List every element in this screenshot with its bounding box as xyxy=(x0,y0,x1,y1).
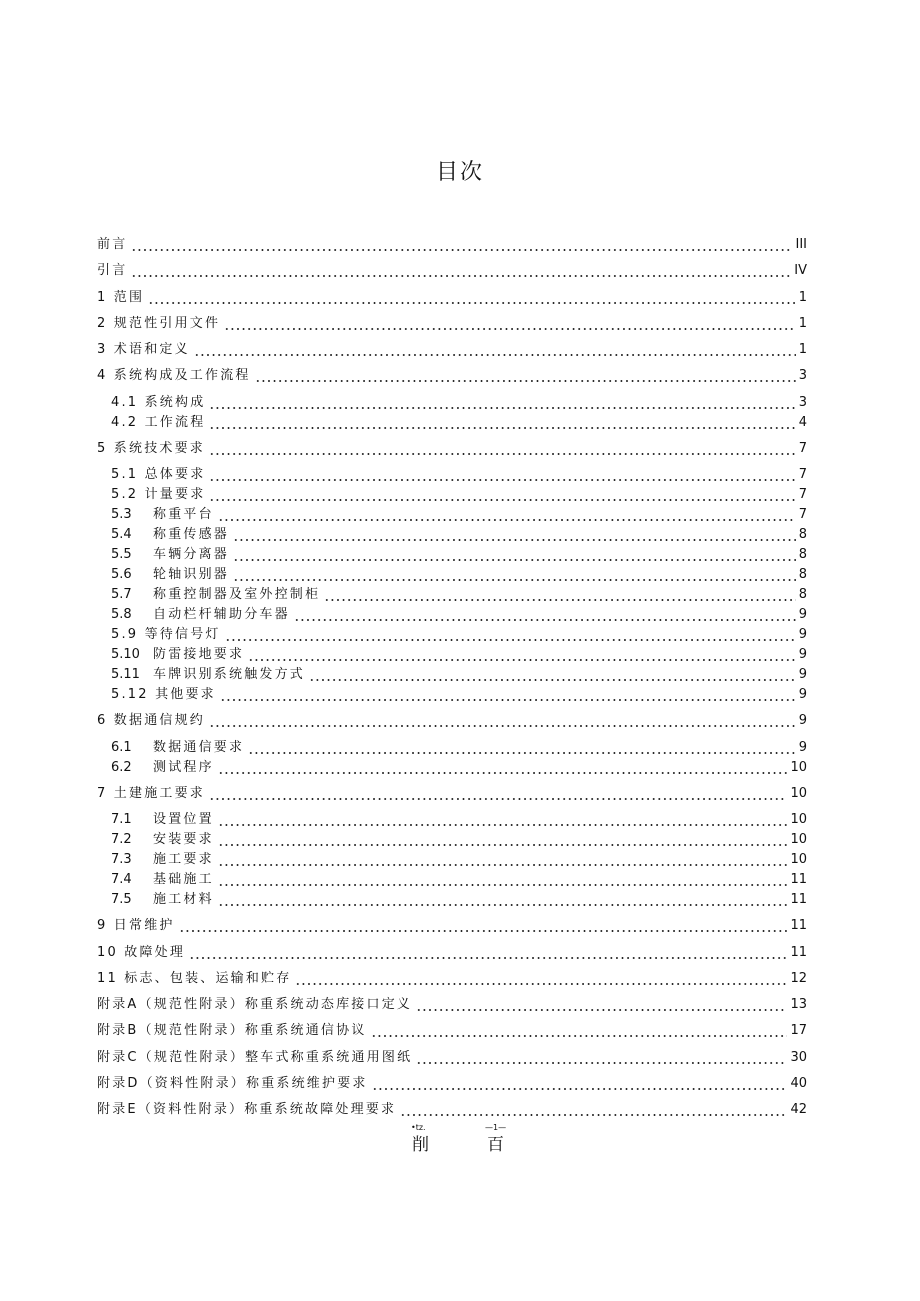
toc-entry-title: 3 术语和定义 xyxy=(97,342,190,357)
toc-entry-title: 2 规范性引用文件 xyxy=(97,315,221,331)
toc-entry-title: 6 数据通信规约 xyxy=(97,713,206,729)
toc-entry-page: 10 xyxy=(790,759,807,775)
toc-entry xyxy=(97,565,807,585)
toc-dot-leader xyxy=(400,1100,787,1120)
toc-entry-page: 9 xyxy=(798,647,807,662)
toc-entry-number: 5.6 xyxy=(111,567,132,582)
toc-entry-title: 附录C（规范性附录）整车式称重系统通用图纸 xyxy=(97,1049,413,1065)
toc-entry-page: 42 xyxy=(790,1102,807,1117)
toc-entry-title: 5.1 总体要求 xyxy=(111,467,206,482)
toc-entry-title: 数据通信要求 xyxy=(153,739,245,755)
toc-entry-title: 附录A（规范性附录）称重系统动态库接口定义 xyxy=(97,997,413,1012)
toc-entry xyxy=(97,890,807,910)
toc-entry xyxy=(97,738,807,758)
toc-entry xyxy=(97,625,807,645)
toc-dot-leader xyxy=(209,413,795,433)
toc-entry-number: 5.3 xyxy=(111,507,132,522)
toc-dot-leader xyxy=(189,943,787,963)
toc-entry-number: 6.1 xyxy=(111,739,132,755)
toc-entry-page: 8 xyxy=(798,527,807,542)
toc-entry-page: 12 xyxy=(790,970,807,986)
table-of-contents xyxy=(97,235,807,1120)
toc-entry-page: 9 xyxy=(798,607,807,622)
toc-dot-leader xyxy=(131,261,791,281)
toc-entry-page: 11 xyxy=(790,918,807,934)
toc-entry-title: 4.1 系统构成 xyxy=(111,394,206,410)
toc-entry-title: 引言 xyxy=(97,263,128,279)
toc-entry-page: 9 xyxy=(798,713,807,729)
toc-entry xyxy=(97,1048,807,1068)
toc-entry-title: 车牌识别系统触发方式 xyxy=(153,667,306,682)
toc-entry-page: III xyxy=(795,237,807,252)
toc-entry-title: 7 土建施工要求 xyxy=(97,785,206,801)
toc-entry xyxy=(97,314,807,334)
toc-entry-title: 5 系统技术要求 xyxy=(97,440,206,456)
toc-entry-title: 称重控制器及室外控制柜 xyxy=(153,587,321,602)
toc-dot-leader xyxy=(209,393,795,413)
toc-dot-leader xyxy=(209,465,795,485)
toc-entry-title: 施工要求 xyxy=(153,852,214,867)
toc-entry-title: 测试程序 xyxy=(153,759,214,775)
toc-entry xyxy=(97,545,807,565)
toc-dot-leader xyxy=(179,916,788,936)
toc-entry-page: 4 xyxy=(798,414,807,430)
toc-entry xyxy=(97,235,807,255)
toc-entry xyxy=(97,645,807,665)
toc-entry-page: 30 xyxy=(790,1049,807,1065)
footer-left-text: 削 xyxy=(412,1135,429,1155)
toc-entry-title: 11 标志、包装、运输和贮存 xyxy=(97,970,292,986)
toc-dot-leader xyxy=(233,545,796,565)
toc-dot-leader xyxy=(295,969,787,989)
toc-entry xyxy=(97,366,807,386)
toc-entry xyxy=(97,413,807,433)
toc-entry-number: 6.2 xyxy=(111,759,132,775)
toc-dot-leader xyxy=(218,830,788,850)
toc-dot-leader xyxy=(131,235,792,255)
toc-entry-title: 5.2 计量要求 xyxy=(111,487,206,502)
toc-entry-title: 10 故障处理 xyxy=(97,944,186,960)
toc-entry xyxy=(97,525,807,545)
toc-dot-leader xyxy=(371,1021,788,1041)
toc-entry-page: 3 xyxy=(798,394,807,410)
footer-left-small-text: •tz. xyxy=(411,1123,426,1132)
toc-entry xyxy=(97,393,807,413)
toc-entry-page: 10 xyxy=(790,785,807,801)
toc-entry-title: 5.12 其他要求 xyxy=(111,687,216,702)
toc-entry xyxy=(97,995,807,1015)
toc-entry-number: 5.7 xyxy=(111,587,132,602)
toc-dot-leader xyxy=(218,870,788,890)
toc-entry-page: 10 xyxy=(790,832,807,847)
toc-entry xyxy=(97,870,807,890)
toc-entry xyxy=(97,916,807,936)
toc-entry xyxy=(97,439,807,459)
toc-entry-title: 4.2 工作流程 xyxy=(111,414,206,430)
toc-entry-page: 8 xyxy=(798,587,807,602)
toc-dot-leader xyxy=(416,1048,787,1068)
toc-entry xyxy=(97,505,807,525)
toc-entry xyxy=(97,261,807,281)
footer-right-small-text: —1— xyxy=(485,1123,507,1132)
toc-dot-leader xyxy=(225,625,796,645)
toc-dot-leader xyxy=(324,585,796,605)
toc-entry-title: 车辆分离器 xyxy=(153,547,230,562)
toc-dot-leader xyxy=(209,485,795,505)
toc-entry-number: 7.2 xyxy=(111,832,132,847)
footer-right-text: 百 xyxy=(487,1135,504,1155)
toc-entry xyxy=(97,685,807,705)
toc-dot-leader xyxy=(218,505,796,525)
toc-dot-leader xyxy=(309,665,796,685)
toc-entry-number: 5.5 xyxy=(111,547,132,562)
toc-entry-number: 5.8 xyxy=(111,607,132,622)
toc-entry xyxy=(97,485,807,505)
toc-entry-title: 自动栏杆辅助分车器 xyxy=(153,607,290,622)
toc-entry-number: 7.3 xyxy=(111,852,132,867)
toc-entry-title: 防雷接地要求 xyxy=(153,647,245,662)
toc-entry-page: 11 xyxy=(790,944,807,960)
toc-dot-leader xyxy=(233,565,796,585)
toc-dot-leader xyxy=(218,850,788,870)
toc-entry-title: 称重传感器 xyxy=(153,527,230,542)
toc-entry xyxy=(97,758,807,778)
toc-entry-page: 1 xyxy=(798,315,807,331)
toc-entry-title: 设置位置 xyxy=(153,812,214,827)
toc-entry-page: 13 xyxy=(790,997,807,1012)
toc-entry-title: 前言 xyxy=(97,237,128,252)
toc-dot-leader xyxy=(209,711,796,731)
toc-entry-page: 1 xyxy=(798,289,807,305)
toc-entry-page: 40 xyxy=(790,1075,807,1091)
toc-entry xyxy=(97,1021,807,1041)
toc-entry-page: 9 xyxy=(798,687,807,702)
toc-entry-number: 7.1 xyxy=(111,812,132,827)
toc-entry-page: 7 xyxy=(798,440,807,456)
toc-entry-page: IV xyxy=(794,263,807,279)
toc-entry-page: 9 xyxy=(798,739,807,755)
toc-dot-leader xyxy=(218,810,788,830)
toc-entry-title: 5.9 等待信号灯 xyxy=(111,627,221,642)
toc-entry-number: 5.4 xyxy=(111,527,132,542)
toc-entry-page: 10 xyxy=(790,852,807,867)
toc-dot-leader xyxy=(372,1074,788,1094)
toc-dot-leader xyxy=(233,525,796,545)
toc-entry-page: 7 xyxy=(798,487,807,502)
toc-entry xyxy=(97,1074,807,1094)
toc-dot-leader xyxy=(248,738,796,758)
toc-dot-leader xyxy=(218,758,788,778)
toc-dot-leader xyxy=(255,366,796,386)
toc-entry xyxy=(97,711,807,731)
toc-entry-page: 11 xyxy=(790,892,807,907)
toc-dot-leader xyxy=(294,605,796,625)
toc-entry-title: 基础施工 xyxy=(153,872,214,887)
toc-entry-page: 10 xyxy=(790,812,807,827)
toc-entry-number: 7.4 xyxy=(111,872,132,887)
toc-entry-number: 7.5 xyxy=(111,892,132,907)
toc-entry-page: 9 xyxy=(798,627,807,642)
toc-entry xyxy=(97,665,807,685)
toc-entry xyxy=(97,830,807,850)
toc-dot-leader xyxy=(416,995,787,1015)
toc-entry xyxy=(97,969,807,989)
toc-entry-page: 3 xyxy=(798,368,807,384)
toc-dot-leader xyxy=(148,288,796,308)
toc-entry xyxy=(97,943,807,963)
toc-dot-leader xyxy=(194,340,796,360)
page-title: 目次 xyxy=(435,160,484,185)
toc-entry-page: 9 xyxy=(798,667,807,682)
toc-entry xyxy=(97,850,807,870)
toc-entry-title: 附录E（资料性附录）称重系统故障处理要求 xyxy=(97,1102,397,1117)
toc-entry-page: 7 xyxy=(798,467,807,482)
toc-dot-leader xyxy=(218,890,788,910)
toc-entry-page: 8 xyxy=(798,567,807,582)
toc-dot-leader xyxy=(248,645,796,665)
toc-dot-leader xyxy=(209,439,796,459)
toc-entry-title: 9 日常维护 xyxy=(97,918,175,934)
toc-entry-title: 1 范围 xyxy=(97,289,145,305)
toc-entry-page: 11 xyxy=(790,872,807,887)
toc-entry-number: 5.10 xyxy=(111,647,140,662)
toc-entry-title: 附录B（规范性附录）称重系统通信协议 xyxy=(97,1023,367,1039)
toc-entry-number: 5.11 xyxy=(111,667,140,682)
toc-entry xyxy=(97,1100,807,1120)
toc-entry-title: 称重平台 xyxy=(153,507,214,522)
toc-entry xyxy=(97,605,807,625)
toc-entry-title: 4 系统构成及工作流程 xyxy=(97,368,251,384)
toc-entry xyxy=(97,810,807,830)
toc-dot-leader xyxy=(209,784,787,804)
toc-entry xyxy=(97,465,807,485)
toc-entry xyxy=(97,340,807,360)
toc-dot-leader xyxy=(220,685,796,705)
toc-entry-page: 8 xyxy=(798,547,807,562)
toc-entry-page: 17 xyxy=(790,1023,807,1039)
toc-entry-page: 1 xyxy=(798,342,807,357)
toc-entry-title: 安装要求 xyxy=(153,832,214,847)
toc-entry xyxy=(97,784,807,804)
toc-entry xyxy=(97,288,807,308)
toc-entry-title: 施工材料 xyxy=(153,892,214,907)
toc-dot-leader xyxy=(224,314,796,334)
toc-entry-title: 附录D（资料性附录）称重系统维护要求 xyxy=(97,1075,368,1091)
toc-entry-page: 7 xyxy=(798,507,807,522)
toc-entry-title: 轮轴识别器 xyxy=(153,567,230,582)
toc-entry xyxy=(97,585,807,605)
